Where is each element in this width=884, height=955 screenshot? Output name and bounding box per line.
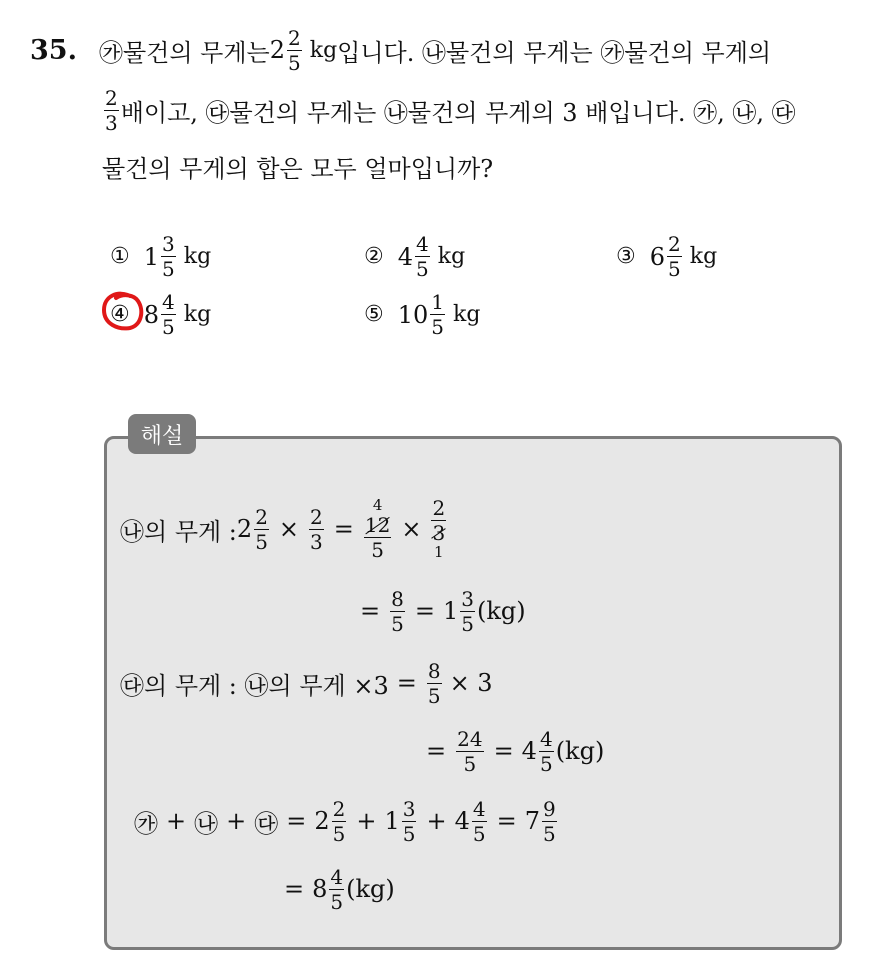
fraction: $\frac{2}{3}$ [105, 85, 118, 135]
solution-row-2 [352, 580, 526, 642]
solution-row-3 [120, 652, 493, 714]
question-line-1 [30, 24, 771, 76]
question-text-1b: 입니다. ㉯물건의 무게는 ㉮물건의 무게의 [337, 38, 772, 67]
choice-whole: 8 [143, 300, 160, 329]
choice-whole: 6 [649, 242, 666, 271]
plus-sign: + [166, 807, 187, 835]
equals-sign: = [396, 669, 417, 697]
equals-sign: = [286, 807, 307, 835]
question-text-3: 물건의 무게의 합은 모두 얼마입니까? [102, 154, 494, 183]
solution-row-1 [120, 484, 448, 574]
solution-row-5 [134, 790, 559, 852]
fraction: $\frac{4}{5}$ [472, 796, 486, 846]
equals-sign: = [284, 875, 305, 903]
equals-sign: = [493, 737, 514, 765]
reduced-numerator: 4 [372, 496, 383, 514]
solution-whole: 4 [454, 807, 470, 835]
choice-marker: ② [364, 244, 384, 269]
solution-whole: 1 [442, 597, 459, 625]
plus-sign: + [226, 807, 247, 835]
solution-row-4 [418, 720, 604, 782]
times-sign: × [401, 515, 422, 543]
question-number: 35. [30, 34, 77, 66]
question-text-2: 배이고, ㉰물건의 무게는 ㉯물건의 무게의 3 배입니다. ㉮, ㉯, ㉰ [120, 98, 796, 127]
symbol-ga: ㉮ [134, 809, 158, 838]
choice-1[interactable] [110, 234, 211, 279]
choice-3[interactable] [616, 234, 717, 279]
fraction: $\frac{24}{5}$ [457, 726, 483, 776]
fraction: $\frac{3}{5}$ [402, 796, 416, 846]
solution-tag: 해설 [128, 414, 196, 454]
solution-whole: 2 [314, 807, 330, 835]
fraction: $\frac{2}{5}$ [255, 504, 268, 554]
unit: kg [183, 244, 212, 269]
fraction: $\frac{1}{5}$ [431, 290, 445, 339]
solution-label: ㉯의 무게 : [120, 517, 237, 546]
fraction: $\frac{4}{5}$ [162, 290, 175, 339]
answer-mark-circle-icon [100, 290, 146, 334]
unit: kg [689, 244, 718, 269]
equals-sign: = [496, 807, 517, 835]
solution-whole: 2 [236, 515, 253, 543]
fraction: $\frac{2}{5}$ [332, 796, 346, 846]
times-sign: × [278, 515, 300, 543]
fraction-whole: 2 [269, 36, 285, 64]
choice-marker: ③ [616, 244, 636, 269]
unit: kg [453, 302, 481, 327]
equals-sign: = [333, 515, 354, 543]
unit: kg [309, 37, 338, 63]
solution-whole: 4 [521, 737, 537, 765]
symbol-da: ㉰ [254, 809, 279, 838]
choice-marker: ⑤ [364, 302, 384, 327]
choice-whole: 4 [397, 242, 414, 271]
fraction: $\frac{8}{5}$ [427, 658, 441, 708]
unit: (kg) [555, 737, 605, 765]
choice-whole: 1 [143, 242, 160, 271]
question-text-1a: ㉮물건의 무게는 [98, 38, 270, 67]
fraction: $\frac{3}{5}$ [162, 232, 175, 281]
question-line-2 [102, 84, 796, 136]
cancelled-fraction: 4 12 5 [364, 496, 391, 562]
fraction: $\frac{2}{5}$ [668, 232, 681, 281]
fraction: $\frac{4}{5}$ [330, 864, 344, 914]
choice-whole: 10 [397, 300, 429, 329]
solution-tail: × 3 [449, 669, 493, 697]
equals-sign: = [426, 737, 447, 765]
equals-sign: = [360, 597, 381, 625]
solution-whole: 1 [384, 807, 400, 835]
fraction: $\frac{2}{5}$ [288, 25, 301, 75]
choice-marker: ① [110, 244, 130, 269]
fraction: $\frac{8}{5}$ [391, 586, 404, 636]
unit: (kg) [346, 875, 395, 903]
plus-sign: + [356, 807, 377, 835]
unit: (kg) [476, 597, 526, 625]
fraction: $\frac{9}{5}$ [542, 796, 556, 846]
plus-sign: + [426, 807, 447, 835]
unit: kg [183, 302, 212, 327]
unit: kg [437, 244, 466, 269]
choice-5[interactable] [364, 292, 480, 337]
struck-numerator: 12 [364, 513, 391, 537]
question-line-3 [102, 146, 493, 186]
fraction: $\frac{4}{5}$ [539, 726, 553, 776]
solution-row-6 [276, 858, 395, 920]
reduced-denominator: 1 [434, 543, 444, 561]
choice-marker: ④ [110, 302, 130, 327]
fraction: $\frac{4}{5}$ [416, 232, 429, 281]
fraction: $\frac{3}{5}$ [461, 586, 474, 636]
solution-label: ㉰의 무게 : ㉯의 무게 ×3 [120, 671, 389, 700]
struck-denominator: 3 [432, 521, 446, 545]
equals-sign: = [414, 597, 435, 625]
choice-2[interactable] [364, 234, 465, 279]
cancelled-fraction: 2 3 1 [432, 496, 446, 561]
symbol-na: ㉯ [194, 809, 219, 838]
solution-whole: 7 [524, 807, 540, 835]
fraction: $\frac{2}{3}$ [310, 504, 323, 554]
solution-whole: 8 [312, 875, 328, 903]
